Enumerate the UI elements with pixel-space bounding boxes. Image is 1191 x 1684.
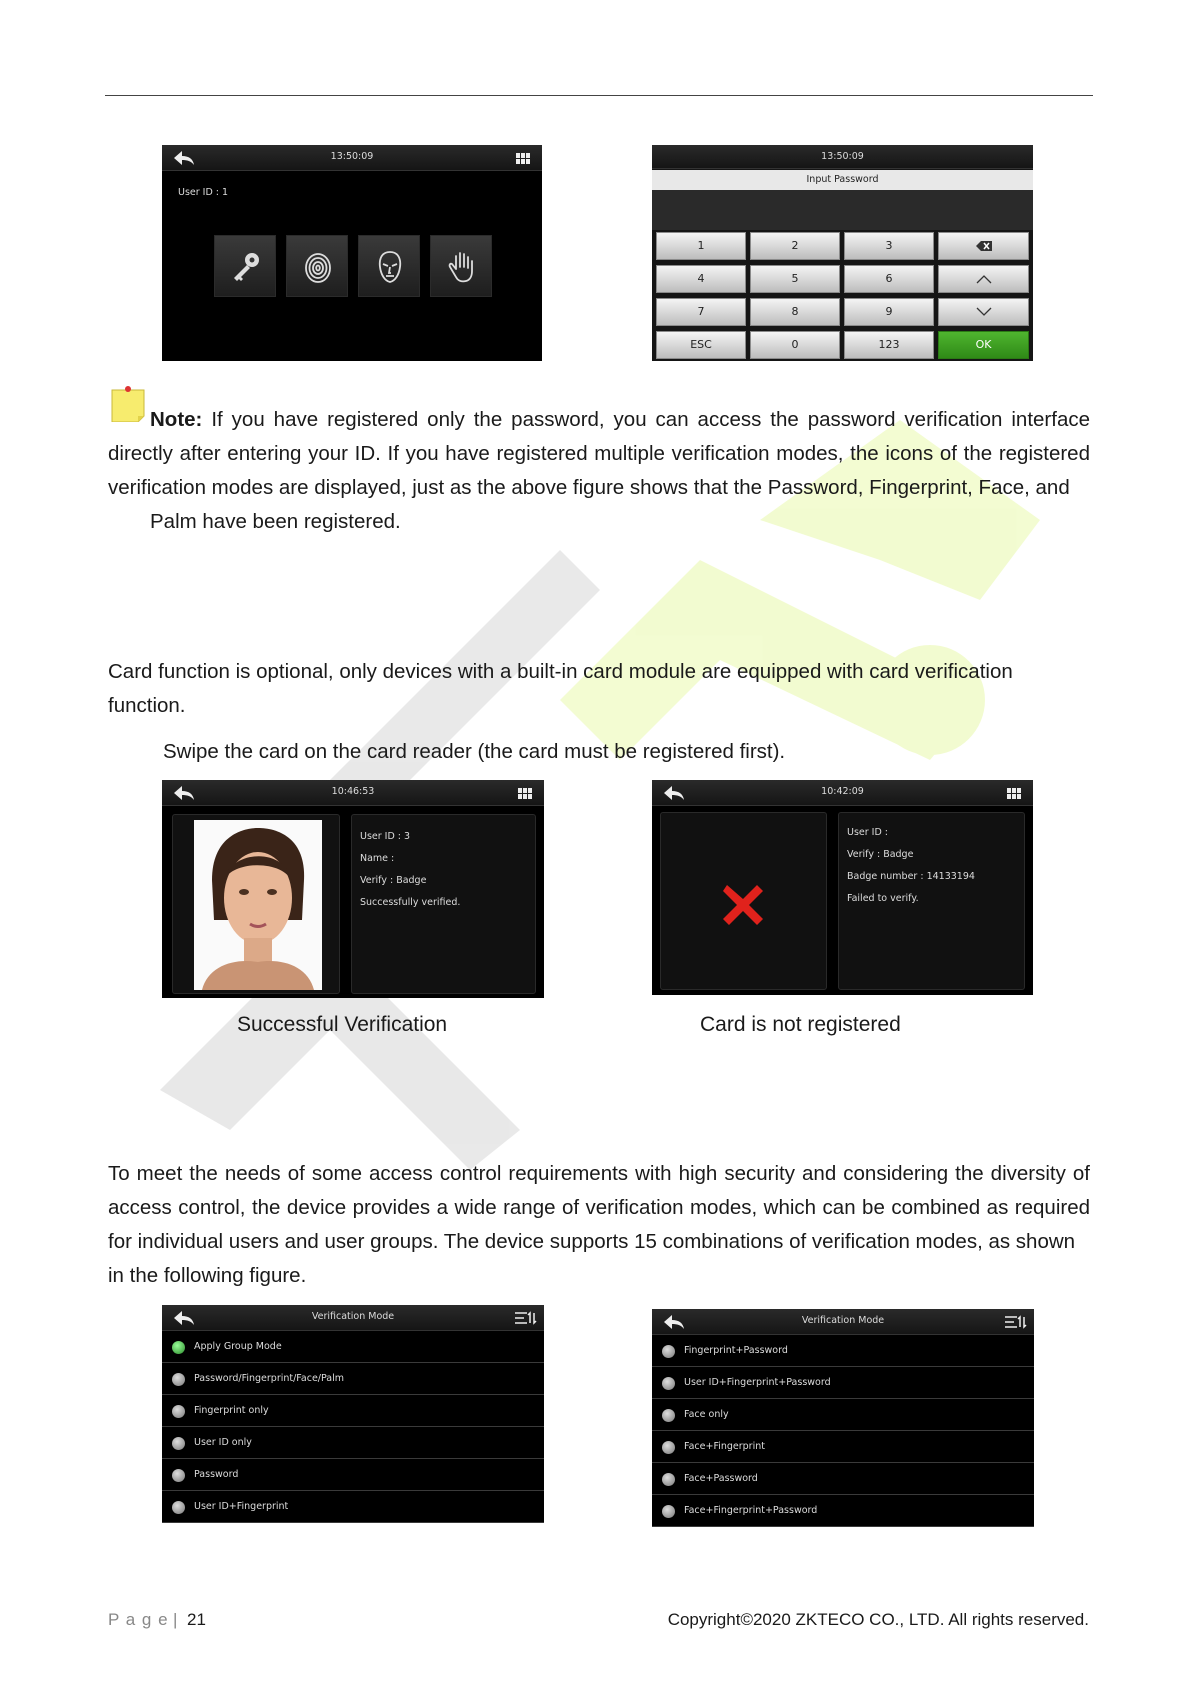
mode-item-1[interactable] (162, 1364, 544, 1395)
failure-x-icon (721, 883, 765, 927)
modes-last-line: in the following figure. (108, 1264, 307, 1287)
input-method-key[interactable]: 123 (844, 331, 934, 359)
key-4[interactable]: 4 (656, 265, 746, 293)
clock: 10:42:09 (821, 786, 864, 797)
screen-input-password (652, 145, 1033, 361)
ok-key[interactable]: OK (938, 331, 1029, 359)
key-icon (228, 249, 264, 285)
chevron-down-icon (976, 307, 992, 317)
mode-label: Fingerprint only (194, 1405, 269, 1416)
face-verify-button[interactable] (358, 235, 420, 297)
fingerprint-verify-button[interactable] (286, 235, 348, 297)
status-bar (162, 145, 542, 171)
mode-item-0[interactable] (162, 1332, 544, 1363)
menu-grid-icon[interactable] (516, 153, 530, 164)
mode-label: Face+Fingerprint+Password (684, 1505, 818, 1516)
info-verify: Verify : Badge (847, 849, 914, 860)
mode-label: Face+Password (684, 1473, 758, 1484)
password-field[interactable] (652, 190, 1033, 230)
radio-icon (172, 1469, 185, 1482)
mode-item-3[interactable] (162, 1428, 544, 1459)
mode-label: User ID only (194, 1437, 252, 1448)
mode-item-3[interactable] (652, 1432, 1034, 1463)
footer-separator: | (173, 1610, 178, 1629)
info-user-id: User ID : 3 (360, 831, 411, 842)
info-panel (838, 812, 1025, 990)
user-photo (194, 820, 322, 990)
key-9[interactable]: 9 (844, 298, 934, 326)
note-paragraph (108, 403, 1090, 539)
palm-verify-button[interactable] (430, 235, 492, 297)
clock: 13:50:09 (821, 151, 864, 162)
mode-label: Password (194, 1469, 239, 1480)
mode-item-4[interactable] (652, 1464, 1034, 1495)
sort-menu-icon[interactable] (1004, 1315, 1028, 1329)
info-result: Failed to verify. (847, 893, 919, 904)
password-verify-button[interactable] (214, 235, 276, 297)
info-panel (351, 814, 536, 994)
sort-menu-icon[interactable] (514, 1311, 538, 1325)
palm-icon (444, 249, 480, 285)
screen-user-verify (162, 145, 542, 361)
mode-item-2[interactable] (162, 1396, 544, 1427)
down-key[interactable] (938, 298, 1029, 326)
screen-verification-mode-1 (162, 1305, 544, 1523)
caption-successful: Successful Verification (237, 1013, 448, 1036)
menu-grid-icon[interactable] (518, 788, 532, 799)
chevron-up-icon (976, 274, 992, 284)
face-icon (372, 249, 408, 285)
header-rule (105, 95, 1093, 96)
key-1[interactable]: 1 (656, 232, 746, 260)
status-bar (162, 780, 544, 806)
mode-label: Face+Fingerprint (684, 1441, 765, 1452)
mode-label: Face only (684, 1409, 729, 1420)
mode-item-5[interactable] (652, 1496, 1034, 1527)
info-result: Successfully verified. (360, 897, 461, 908)
fingerprint-icon (300, 249, 336, 285)
modes-paragraph (108, 1157, 1090, 1293)
caption-not-registered: Card is not registered (700, 1013, 901, 1036)
footer-page-number: 21 (187, 1610, 206, 1629)
radio-selected-icon (172, 1341, 185, 1354)
status-bar (652, 780, 1033, 806)
card-text: Card function is optional, only devices with a built-in card module are equipped with card verification (108, 660, 1013, 683)
title-bar (162, 1305, 544, 1331)
screen-verification-mode-2 (652, 1309, 1034, 1527)
mode-label: Password/Fingerprint/Face/Palm (194, 1373, 345, 1384)
swipe-instruction: Swipe the card on the card reader (the card must be registered first). (163, 740, 786, 763)
card-last-line: function. (108, 694, 186, 717)
title-bar (652, 1309, 1034, 1335)
mode-item-1[interactable] (652, 1368, 1034, 1399)
status-bar (652, 145, 1033, 169)
key-0[interactable]: 0 (750, 331, 840, 359)
info-name: Name : (360, 853, 395, 864)
info-verify: Verify : Badge (360, 875, 427, 886)
up-key[interactable] (938, 265, 1029, 293)
mode-item-2[interactable] (652, 1400, 1034, 1431)
note-last-line: Palm have been registered. (150, 510, 401, 533)
screen-successful-verification (162, 780, 544, 998)
radio-icon (662, 1441, 675, 1454)
radio-icon (172, 1373, 185, 1386)
radio-icon (172, 1501, 185, 1514)
clock: 13:50:09 (330, 151, 374, 162)
user-id-label: User ID : 1 (178, 187, 229, 198)
clock: 10:46:53 (331, 786, 375, 797)
info-user-id: User ID : (847, 827, 889, 838)
mode-item-5[interactable] (162, 1492, 544, 1523)
key-5[interactable]: 5 (750, 265, 840, 293)
radio-icon (172, 1405, 185, 1418)
backspace-key[interactable] (938, 232, 1029, 260)
footer-copyright: Copyright©2020 ZKTECO CO., LTD. All rights reserved. (667, 1610, 1089, 1629)
dialog-title: Input Password (652, 170, 1033, 190)
info-badge-number: Badge number : 14133194 (847, 871, 975, 882)
screen-title: Verification Mode (801, 1315, 885, 1326)
radio-icon (662, 1505, 675, 1518)
footer-page-label: P a g e (108, 1610, 169, 1629)
mode-item-4[interactable] (162, 1460, 544, 1491)
screen-title: Verification Mode (311, 1311, 395, 1322)
backspace-icon (976, 241, 992, 251)
radio-icon (662, 1473, 675, 1486)
mode-label: Fingerprint+Password (684, 1345, 788, 1356)
radio-icon (662, 1345, 675, 1358)
modes-text: To meet the needs of some access control requirements with high security and considering the diversity of access control, the device provides a wide range of verification modes, which can be combined as required for individual users and user groups. The device supports 15 combinations of verification modes, as shown (108, 1162, 1090, 1253)
key-2[interactable]: 2 (750, 232, 840, 260)
key-3[interactable]: 3 (844, 232, 934, 260)
mode-label: Apply Group Mode (194, 1341, 282, 1352)
screen-card-not-registered (652, 780, 1033, 995)
card-paragraph (108, 655, 1090, 723)
esc-key[interactable]: ESC (656, 331, 746, 359)
mode-label: User ID+Fingerprint+Password (684, 1377, 831, 1388)
radio-icon (662, 1377, 675, 1390)
key-7[interactable]: 7 (656, 298, 746, 326)
note-label: Note: (150, 408, 203, 431)
note-text: If you have registered only the password, you can access the password verification interface directly after entering your ID. If you have registered multiple verification modes, the icons of the registered verification modes are displayed, just as the above figure shows that the Password, Fingerprint, Face, and (108, 408, 1090, 499)
mode-label: User ID+Fingerprint (194, 1501, 289, 1512)
radio-icon (172, 1437, 185, 1450)
key-8[interactable]: 8 (750, 298, 840, 326)
status-panel (660, 812, 827, 990)
radio-icon (662, 1409, 675, 1422)
menu-grid-icon[interactable] (1007, 788, 1021, 799)
key-6[interactable]: 6 (844, 265, 934, 293)
mode-item-0[interactable] (652, 1336, 1034, 1367)
